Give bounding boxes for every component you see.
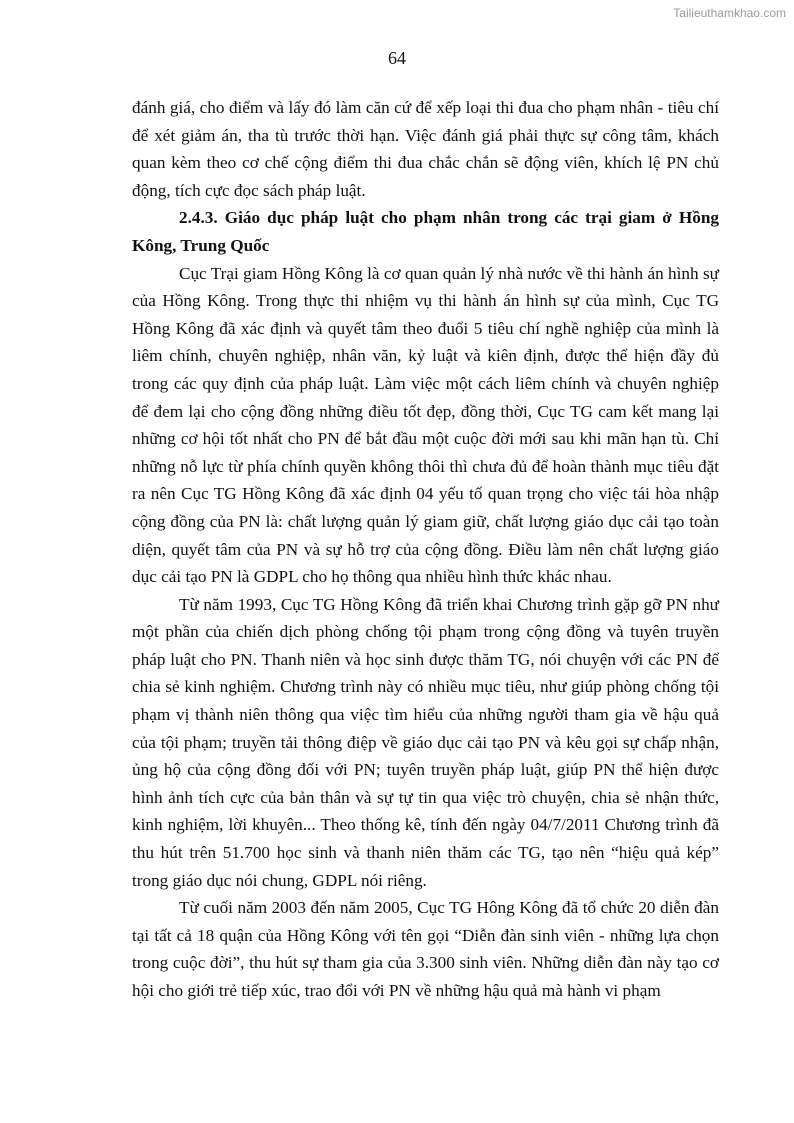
document-body (132, 94, 719, 1005)
watermark: Tailieuthamkhao.com (673, 6, 786, 20)
page-number: 64 (388, 48, 406, 68)
paragraph: Cục Trại giam Hồng Kông là cơ quan quản lý nhà nước về thi hành án hình sự của Hồng Kông. Trong thực thi nhiệm vụ thi hành án hình sự của mình, Cục TG Hồng Kông đã xác định và quyết tâm theo đuổi 5 tiêu chí nghề nghiệp của mình là liêm chính, chuyên nghiệp, nhân văn, kỷ luật và kiên định, được thể hiện đầy đủ trong các quy định của pháp luật. Làm việc một cách liêm chính và chuyên nghiệp để đem lại cho cộng đồng những điều tốt đẹp, đồng thời, Cục TG cam kết mang lại những cơ hội tốt nhất cho PN để bắt đầu một cuộc đời mới sau khi mãn hạn tù. Chỉ những nỗ lực từ phía chính quyền không thôi thì chưa đủ để hoàn thành mục tiêu đặt ra nên Cục TG Hồng Kông đã xác định 04 yếu tố quan trọng cho việc tái hòa nhập cộng đồng của PN là: chất lượng quản lý giam giữ, chất lượng giáo dục cải tạo toàn diện, quyết tâm của PN và sự hỗ trợ của cộng đồng. Điều làm nên chất lượng giáo dục cải tạo PN là GDPL cho họ thông qua nhiều hình thức khác nhau. (132, 263, 719, 587)
paragraph-continuation: đánh giá, cho điểm và lấy đó làm căn cứ để xếp loại thi đua cho phạm nhân - tiêu chí để xét giảm án, tha tù trước thời hạn. Việc đánh giá phải thực sự công tâm, khách quan kèm theo cơ chế cộng điểm thi đua chắc chắn sẽ động viên, khích lệ PN chủ động, tích cực đọc sách pháp luật. (132, 98, 719, 200)
section-heading: 2.4.3. Giáo dục pháp luật cho phạm nhân trong các trại giam ở Hồng Kông, Trung Quốc (132, 208, 719, 255)
paragraph: Từ năm 1993, Cục TG Hồng Kông đã triển khai Chương trình gặp gỡ PN như một phần của chiến dịch phòng chống tội phạm trong cộng đồng và tuyên truyền pháp luật cho PN. Thanh niên và học sinh được thăm TG, nói chuyện với các PN để chia sẻ kinh nghiệm. Chương trình này có nhiều mục tiêu, như giúp phòng chống tội phạm vị thành niên thông qua việc tìm hiểu của những người tham gia về hậu quả của tội phạm; truyền tải thông điệp về giáo dục cải tạo PN và kêu gọi sự chấp nhận, ủng hộ của cộng đồng đối với PN; tuyên truyền pháp luật, giúp PN thể hiện được hình ảnh tích cực của bản thân và sự tự tin qua việc trò chuyện, chia sẻ nhận thức, kinh nghiệm, lời khuyên... Theo thống kê, tính đến ngày 04/7/2011 Chương trình đã thu hút trên 51.700 học sinh và thanh niên thăm các TG, tạo nên “hiệu quả kép” trong giáo dục nói chung, GDPL nói riêng. (132, 594, 719, 890)
paragraph: Từ cuối năm 2003 đến năm 2005, Cục TG Hông Kông đã tổ chức 20 diễn đàn tại tất cả 18 quận của Hồng Kông với tên gọi “Diễn đàn sinh viên - những lựa chọn trong cuộc đời”, thu hút sự tham gia của 3.300 sinh viên. Những diễn đàn này tạo cơ hội cho giới trẻ tiếp xúc, trao đổi với PN về những hậu quả mà hành vi phạm (132, 898, 719, 1000)
